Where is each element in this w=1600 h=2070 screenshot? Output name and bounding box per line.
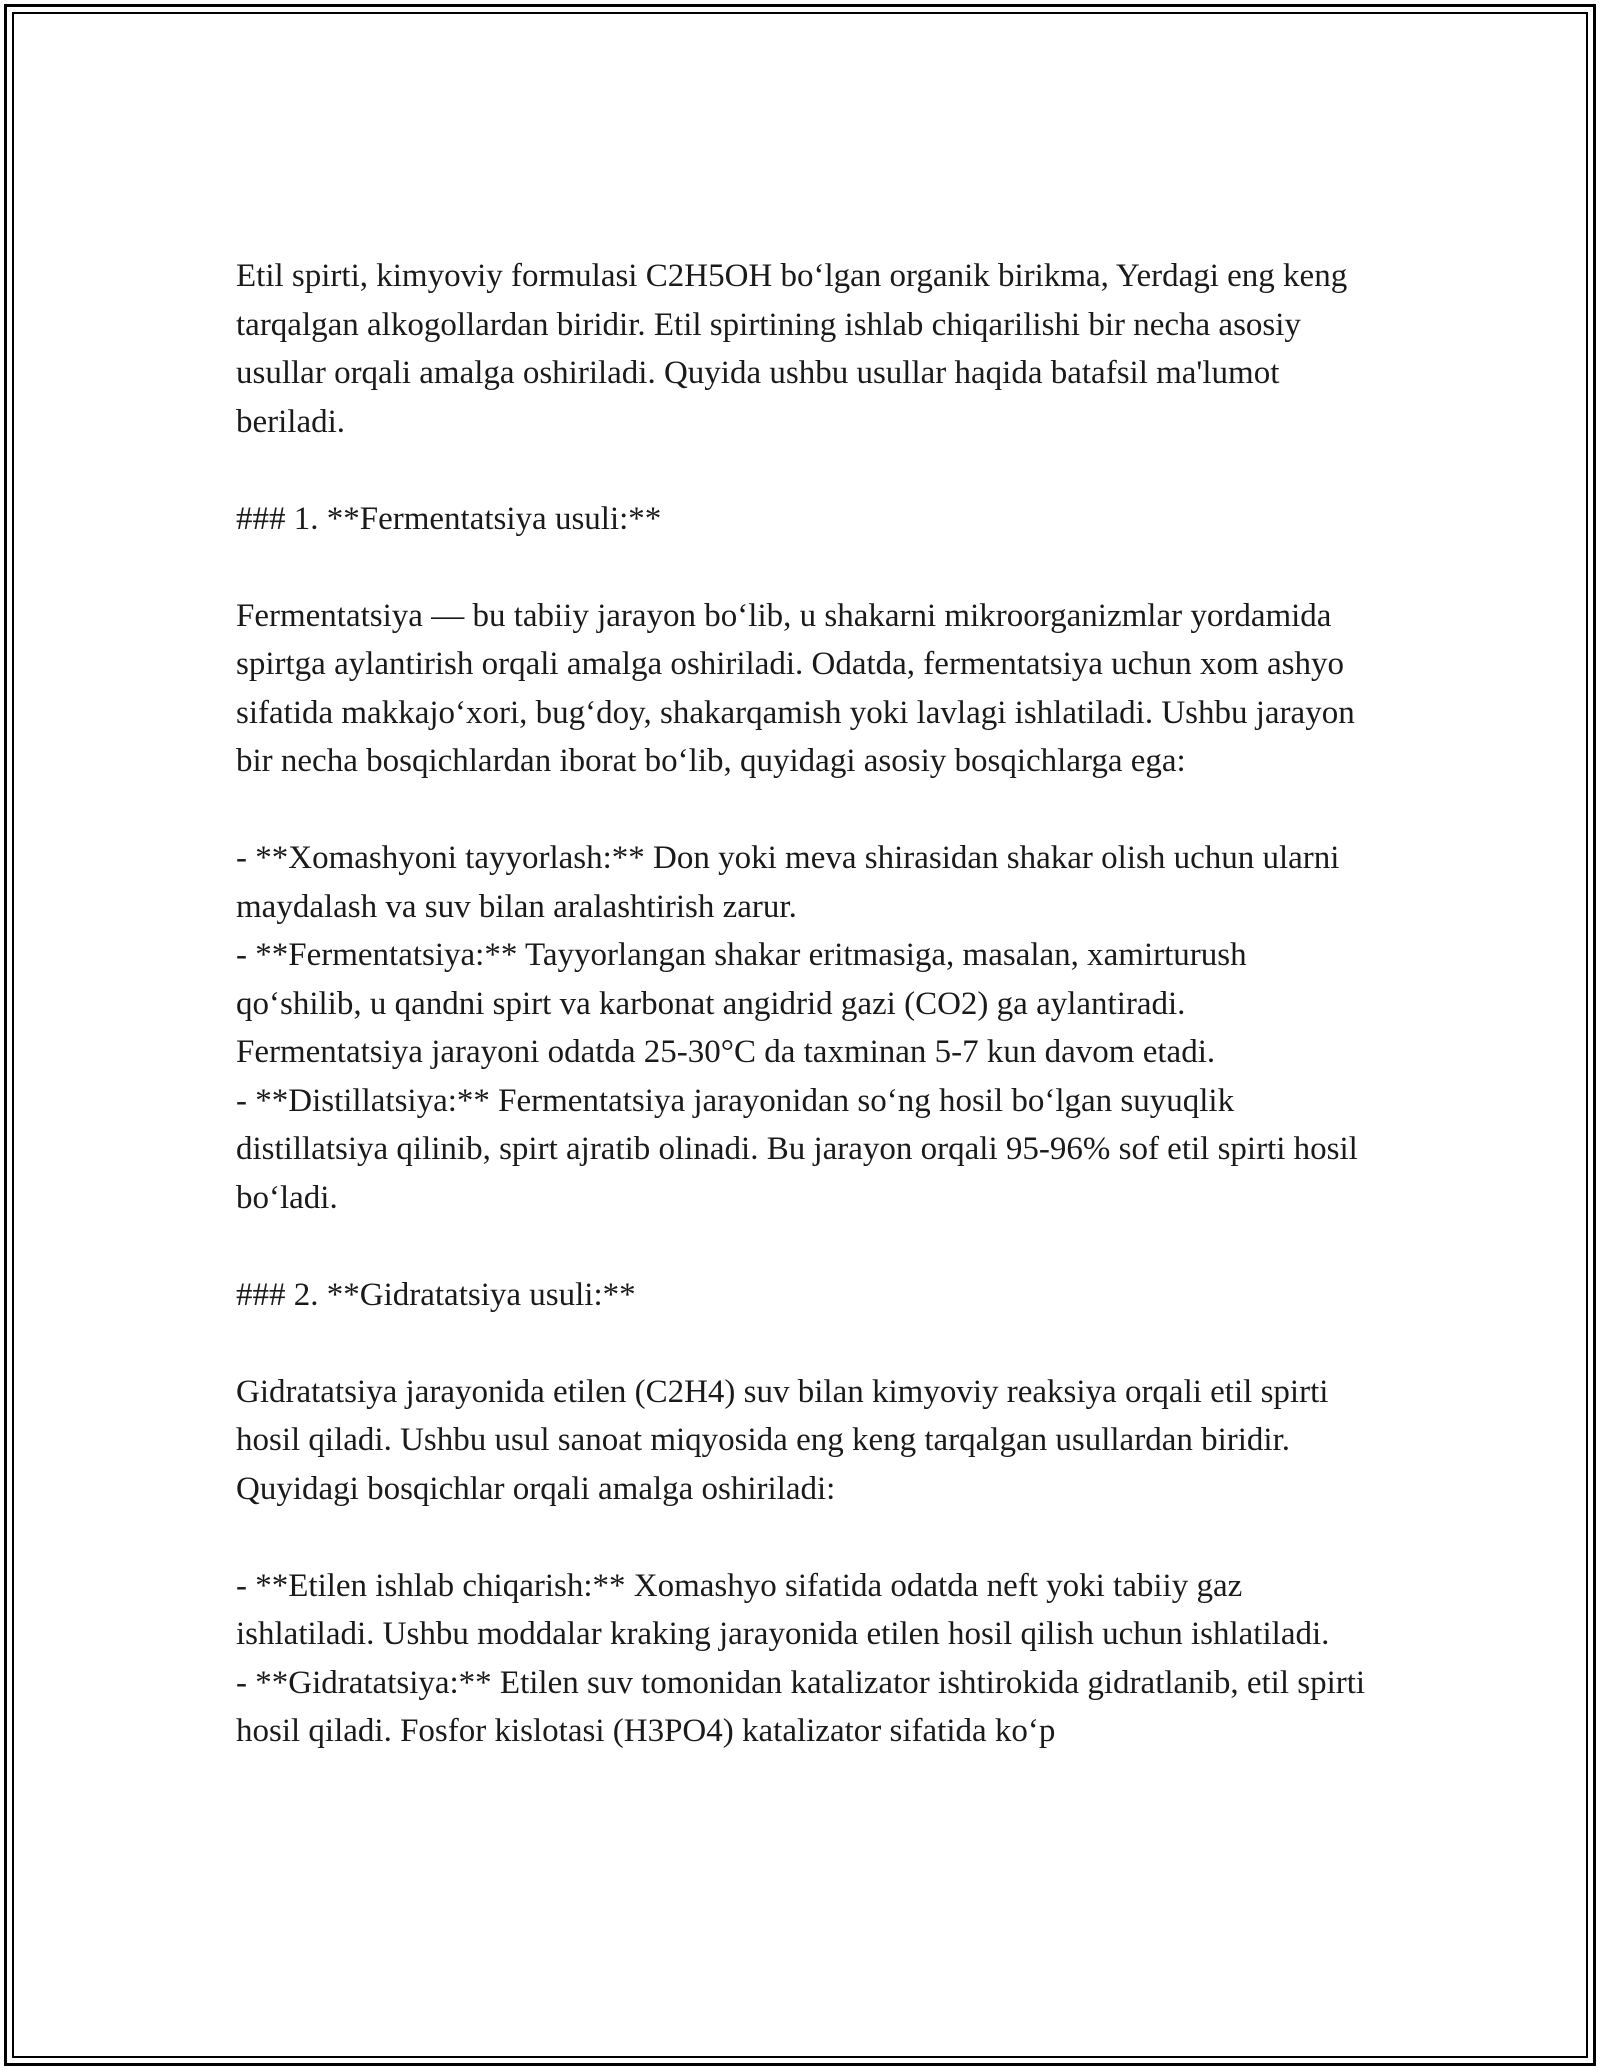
intro-paragraph: Etil spirti, kimyoviy formulasi C2H5OH bo‘lgan organik birikma, Yerdagi eng keng tarqalgan alkogollardan biridir. Etil spirtining ishlab chiqarilishi bir necha asosiy usullar orqali amalga oshiriladi. Quyida ushbu usullar haqida batafsil ma'lumot beriladi. [236, 258, 1348, 440]
section-1-paragraph: Fermentatsiya — bu tabiiy jarayon bo‘lib, u shakarni mikroorganizmlar yordamida spirtga aylantirish orqali amalga oshiriladi. Odatda, fermentatsiya uchun xom ashyo sifatida makkajo‘xori, bug‘doy, shakarqamish yoki lavlagi ishlatiladi. Ushbu jarayon bir necha bosqichlardan iborat bo‘lib, quyidagi asosiy bosqichlarga ega: [236, 597, 1355, 779]
section-1-heading: ### 1. **Fermentatsiya usuli:** [236, 500, 662, 537]
document-body [236, 252, 1376, 1756]
section-2-list-item: - **Etilen ishlab chiqarish:** Xomashyo sifatida odatda neft yoki tabiiy gaz ishlatiladi. Ushbu moddalar kraking jarayonida etilen hosil qilish uchun ishlatiladi. [236, 1567, 1330, 1652]
section-1-list-item: - **Xomashyoni tayyorlash:** Don yoki meva shirasidan shakar olish uchun ularni maydalash va suv bilan aralashtirish zarur. [236, 840, 1340, 925]
section-1-list-item: - **Distillatsiya:** Fermentatsiya jarayonidan so‘ng hosil bo‘lgan suyuqlik distillatsiya qilinib, spirt ajratib olinadi. Bu jarayon orqali 95-96% sof etil spirti hosil bo‘ladi. [236, 1082, 1358, 1216]
section-2-heading: ### 2. **Gidratatsiya usuli:** [236, 1276, 636, 1313]
section-2-paragraph: Gidratatsiya jarayonida etilen (C2H4) suv bilan kimyoviy reaksiya orqali etil spirti hosil qiladi. Ushbu usul sanoat miqyosida eng keng tarqalgan usullardan biridir. Quyidagi bosqichlar orqali amalga oshiriladi: [236, 1373, 1329, 1507]
section-2-list-item: - **Gidratatsiya:** Etilen suv tomonidan katalizator ishtirokida gidratlanib, etil spirti hosil qiladi. Fosfor kislotasi (H3PO4) katalizator sifatida ko‘p [236, 1664, 1366, 1749]
section-1-list-item: - **Fermentatsiya:** Tayyorlangan shakar eritmasiga, masalan, xamirturush qo‘shilib, u qandni spirt va karbonat angidrid gazi (CO2) ga aylantiradi. Fermentatsiya jarayoni odatda 25-30°C da taxminan 5-7 kun davom etadi. [236, 937, 1247, 1070]
